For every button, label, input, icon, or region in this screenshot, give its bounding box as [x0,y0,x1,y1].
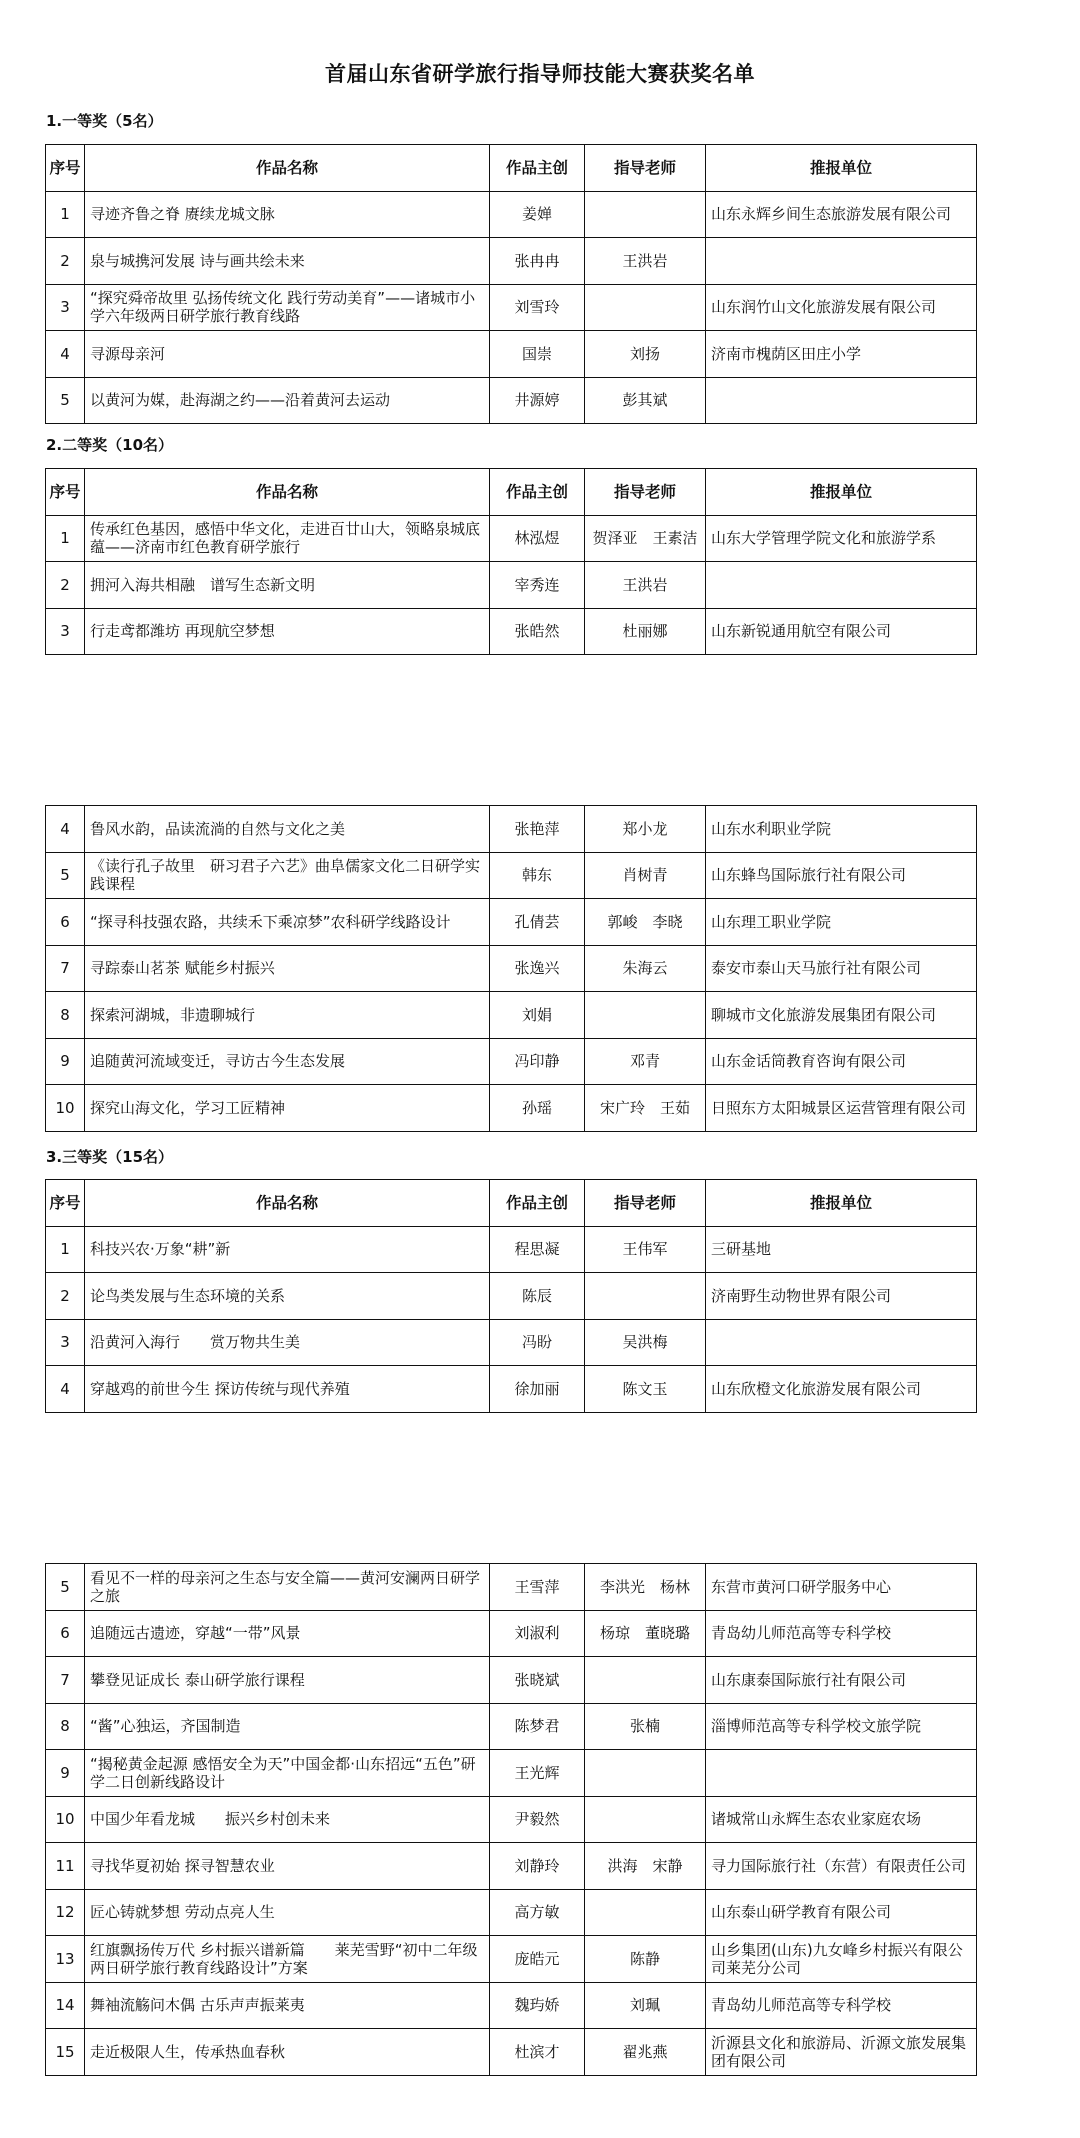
table-row [46,1564,977,1611]
work-creator: 尹毅然 [490,1796,585,1843]
table-row [46,238,977,285]
work-title: 攀登见证成长 泰山研学旅行课程 [85,1657,490,1704]
table-row [46,1366,977,1413]
second-prize-table [45,468,977,655]
header-name: 作品名称 [85,469,490,516]
advisor-teacher: 肖树青 [585,852,706,899]
recommending-unit: 淄博师范高等专科学校文旅学院 [706,1703,977,1750]
table-row [46,2029,977,2076]
recommending-unit: 山乡集团(山东)九女峰乡村振兴有限公司莱芜分公司 [706,1936,977,1983]
work-title: 走近极限人生，传承热血春秋 [85,2029,490,2076]
row-number: 5 [46,377,85,424]
table-row [46,1085,977,1132]
work-creator: 井源婷 [490,377,585,424]
advisor-teacher: 杜丽娜 [585,608,706,655]
recommending-unit [706,1319,977,1366]
header-unit: 推报单位 [706,469,977,516]
table-row [46,945,977,992]
work-creator: 庞皓元 [490,1936,585,1983]
table-row [46,1319,977,1366]
work-title: 穿越鸡的前世今生 探访传统与现代养殖 [85,1366,490,1413]
header-creator: 作品主创 [490,1180,585,1227]
advisor-teacher: 杨琼 董晓璐 [585,1610,706,1657]
work-title: 拥河入海共相融 谱写生态新文明 [85,562,490,609]
row-number: 4 [46,806,85,853]
work-title: 探究山海文化，学习工匠精神 [85,1085,490,1132]
recommending-unit: 诸城常山永辉生态农业家庭农场 [706,1796,977,1843]
recommending-unit: 山东泰山研学教育有限公司 [706,1889,977,1936]
table-header-row [46,469,977,516]
advisor-teacher [585,284,706,331]
table-row [46,1038,977,1085]
work-title: “探寻科技强农路，共续禾下乘凉梦”农科研学线路设计 [85,899,490,946]
work-creator: 张逸兴 [490,945,585,992]
recommending-unit: 山东金话筒教育咨询有限公司 [706,1038,977,1085]
advisor-teacher: 宋广玲 王茹 [585,1085,706,1132]
advisor-teacher: 王伟军 [585,1226,706,1273]
work-creator: 刘雪玲 [490,284,585,331]
recommending-unit: 山东新锐通用航空有限公司 [706,608,977,655]
table-row [46,852,977,899]
work-title: 以黄河为媒，赴海湖之约——沿着黄河去运动 [85,377,490,424]
work-title: 追随远古遗迹，穿越“一带”风景 [85,1610,490,1657]
work-title: 红旗飘扬传万代 乡村振兴谱新篇 莱芜雪野“初中二年级两日研学旅行教育线路设计”方案 [85,1936,490,1983]
advisor-teacher [585,191,706,238]
work-title: 寻迹齐鲁之脊 赓续龙城文脉 [85,191,490,238]
row-number: 8 [46,992,85,1039]
advisor-teacher [585,1796,706,1843]
table-header-row [46,145,977,192]
recommending-unit: 青岛幼儿师范高等专科学校 [706,1610,977,1657]
work-creator: 张冉冉 [490,238,585,285]
row-number: 14 [46,1982,85,2029]
recommending-unit: 山东大学管理学院文化和旅游学系 [706,515,977,562]
row-number: 1 [46,191,85,238]
work-creator: 刘娟 [490,992,585,1039]
advisor-teacher [585,992,706,1039]
table-row [46,1843,977,1890]
row-number: 3 [46,1319,85,1366]
advisor-teacher: 王洪岩 [585,238,706,285]
work-creator: 徐加丽 [490,1366,585,1413]
third-prize-table [45,1179,977,1413]
work-creator: 冯印静 [490,1038,585,1085]
work-creator: 杜滨才 [490,2029,585,2076]
advisor-teacher: 吴洪梅 [585,1319,706,1366]
recommending-unit: 济南市槐荫区田庄小学 [706,331,977,378]
recommending-unit: 济南野生动物世界有限公司 [706,1273,977,1320]
work-creator: 高方敏 [490,1889,585,1936]
second-prize-table-continued [45,805,977,1132]
work-creator: 陈辰 [490,1273,585,1320]
table-row [46,1226,977,1273]
advisor-teacher: 刘珮 [585,1982,706,2029]
advisor-teacher: 王洪岩 [585,562,706,609]
advisor-teacher: 邓青 [585,1038,706,1085]
work-title: 舞袖流觞问木偶 古乐声声振莱夷 [85,1982,490,2029]
row-number: 4 [46,331,85,378]
third-prize-table-continued [45,1563,977,2076]
table-row [46,1889,977,1936]
recommending-unit [706,377,977,424]
work-title: 传承红色基因，感悟中华文化，走进百廿山大，领略泉城底蕴——济南市红色教育研学旅行 [85,515,490,562]
header-name: 作品名称 [85,145,490,192]
work-title: 看见不一样的母亲河之生态与安全篇——黄河安澜两日研学之旅 [85,1564,490,1611]
row-number: 1 [46,515,85,562]
row-number: 13 [46,1936,85,1983]
advisor-teacher: 张楠 [585,1703,706,1750]
table-row [46,1657,977,1704]
advisor-teacher: 翟兆燕 [585,2029,706,2076]
work-title: 鲁风水韵，品读流淌的自然与文化之美 [85,806,490,853]
work-creator: 孙瑶 [490,1085,585,1132]
header-teacher: 指导老师 [585,469,706,516]
work-creator: 张皓然 [490,608,585,655]
table-row [46,1750,977,1797]
work-title: 探索河湖城，非遗聊城行 [85,992,490,1039]
header-no: 序号 [46,1180,85,1227]
work-title: 沿黄河入海行 赏万物共生美 [85,1319,490,1366]
work-creator: 张晓斌 [490,1657,585,1704]
work-title: 寻踪泰山茗茶 赋能乡村振兴 [85,945,490,992]
advisor-teacher [585,1273,706,1320]
row-number: 3 [46,284,85,331]
work-creator: 刘淑利 [490,1610,585,1657]
table-row [46,1273,977,1320]
work-title: “酱”心独运，齐国制造 [85,1703,490,1750]
row-number: 4 [46,1366,85,1413]
advisor-teacher: 李洪光 杨林 [585,1564,706,1611]
advisor-teacher [585,1889,706,1936]
table-row [46,899,977,946]
recommending-unit: 山东永辉乡间生态旅游发展有限公司 [706,191,977,238]
table-row [46,1936,977,1983]
row-number: 11 [46,1843,85,1890]
work-title: 匠心铸就梦想 劳动点亮人生 [85,1889,490,1936]
recommending-unit [706,1750,977,1797]
first-prize-table [45,144,977,424]
work-title: 中国少年看龙城 振兴乡村创未来 [85,1796,490,1843]
advisor-teacher [585,1657,706,1704]
row-number: 2 [46,1273,85,1320]
recommending-unit: 东营市黄河口研学服务中心 [706,1564,977,1611]
recommending-unit: 寻力国际旅行社（东营）有限责任公司 [706,1843,977,1890]
table-row [46,331,977,378]
advisor-teacher: 陈静 [585,1936,706,1983]
recommending-unit: 山东理工职业学院 [706,899,977,946]
row-number: 5 [46,852,85,899]
row-number: 7 [46,945,85,992]
advisor-teacher: 陈文玉 [585,1366,706,1413]
header-creator: 作品主创 [490,145,585,192]
row-number: 1 [46,1226,85,1273]
table-row [46,1982,977,2029]
work-creator: 王雪萍 [490,1564,585,1611]
row-number: 10 [46,1796,85,1843]
work-title: 寻源母亲河 [85,331,490,378]
work-creator: 刘静玲 [490,1843,585,1890]
recommending-unit: 山东康泰国际旅行社有限公司 [706,1657,977,1704]
row-number: 8 [46,1703,85,1750]
row-number: 6 [46,899,85,946]
row-number: 10 [46,1085,85,1132]
header-unit: 推报单位 [706,145,977,192]
row-number: 2 [46,238,85,285]
work-creator: 姜婵 [490,191,585,238]
table-row [46,1703,977,1750]
work-title: 追随黄河流域变迁，寻访古今生态发展 [85,1038,490,1085]
recommending-unit: 日照东方太阳城景区运营管理有限公司 [706,1085,977,1132]
advisor-teacher: 刘扬 [585,331,706,378]
advisor-teacher: 郑小龙 [585,806,706,853]
work-creator: 国崇 [490,331,585,378]
recommending-unit: 聊城市文化旅游发展集团有限公司 [706,992,977,1039]
work-creator: 张艳萍 [490,806,585,853]
header-teacher: 指导老师 [585,1180,706,1227]
row-number: 5 [46,1564,85,1611]
advisor-teacher: 彭其斌 [585,377,706,424]
table-row [46,1796,977,1843]
advisor-teacher: 贺泽亚 王素洁 [585,515,706,562]
recommending-unit [706,238,977,285]
work-title: 泉与城携河发展 诗与画共绘未来 [85,238,490,285]
advisor-teacher: 洪海 宋静 [585,1843,706,1890]
work-creator: 冯盼 [490,1319,585,1366]
page-title: 首届山东省研学旅行指导师技能大赛获奖名单 [325,62,755,86]
work-title: 科技兴农·万象“耕”新 [85,1226,490,1273]
advisor-teacher: 朱海云 [585,945,706,992]
work-title: “探究舜帝故里 弘扬传统文化 践行劳动美育”——诸城市小学六年级两日研学旅行教育线路 [85,284,490,331]
recommending-unit: 山东欣橙文化旅游发展有限公司 [706,1366,977,1413]
recommending-unit: 泰安市泰山天马旅行社有限公司 [706,945,977,992]
table-row [46,562,977,609]
work-title: 寻找华夏初始 探寻智慧农业 [85,1843,490,1890]
row-number: 9 [46,1038,85,1085]
row-number: 12 [46,1889,85,1936]
header-no: 序号 [46,145,85,192]
advisor-teacher [585,1750,706,1797]
row-number: 7 [46,1657,85,1704]
table-header-row [46,1180,977,1227]
table-row [46,515,977,562]
recommending-unit: 山东水利职业学院 [706,806,977,853]
header-no: 序号 [46,469,85,516]
row-number: 6 [46,1610,85,1657]
row-number: 15 [46,2029,85,2076]
advisor-teacher: 郭峻 李晓 [585,899,706,946]
row-number: 9 [46,1750,85,1797]
table-row [46,377,977,424]
recommending-unit: 山东润竹山文化旅游发展有限公司 [706,284,977,331]
section-heading-third-prize: 3.三等奖（15名） [46,1148,174,1166]
work-title: 《读行孔子故里 研习君子六艺》曲阜儒家文化二日研学实践课程 [85,852,490,899]
row-number: 3 [46,608,85,655]
recommending-unit: 青岛幼儿师范高等专科学校 [706,1982,977,2029]
section-heading-first-prize: 1.一等奖（5名） [46,112,163,130]
recommending-unit: 山东蜂鸟国际旅行社有限公司 [706,852,977,899]
section-heading-second-prize: 2.二等奖（10名） [46,436,174,454]
recommending-unit [706,562,977,609]
recommending-unit: 三研基地 [706,1226,977,1273]
header-unit: 推报单位 [706,1180,977,1227]
table-row [46,806,977,853]
header-creator: 作品主创 [490,469,585,516]
table-row [46,191,977,238]
work-title: 行走鸢都潍坊 再现航空梦想 [85,608,490,655]
table-row [46,1610,977,1657]
header-teacher: 指导老师 [585,145,706,192]
table-row [46,992,977,1039]
work-creator: 韩东 [490,852,585,899]
table-row [46,608,977,655]
work-creator: 魏玙娇 [490,1982,585,2029]
table-row [46,284,977,331]
work-title: 论鸟类发展与生态环境的关系 [85,1273,490,1320]
row-number: 2 [46,562,85,609]
work-creator: 宰秀连 [490,562,585,609]
recommending-unit: 沂源县文化和旅游局、沂源文旅发展集团有限公司 [706,2029,977,2076]
header-name: 作品名称 [85,1180,490,1227]
work-creator: 程思凝 [490,1226,585,1273]
work-creator: 孔倩芸 [490,899,585,946]
work-creator: 陈梦君 [490,1703,585,1750]
work-creator: 王光辉 [490,1750,585,1797]
work-title: “揭秘黄金起源 感悟安全为天”中国金都·山东招远“五色”研学二日创新线路设计 [85,1750,490,1797]
work-creator: 林泓煜 [490,515,585,562]
